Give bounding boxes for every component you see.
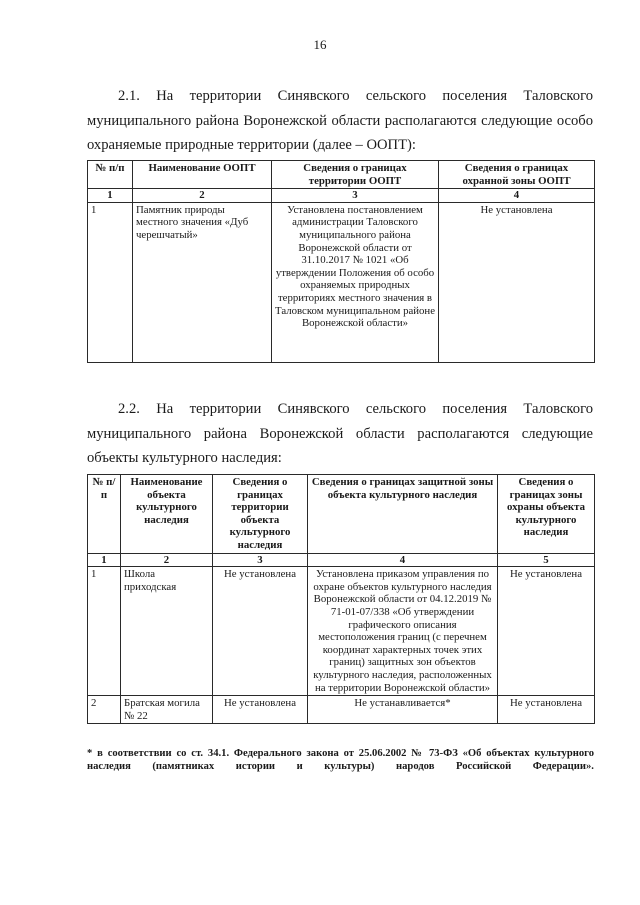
heritage-zone: Не установлена (498, 567, 595, 696)
oopt-header-name: Наименование ООПТ (133, 161, 272, 189)
heritage-territory: Не установлена (213, 567, 308, 696)
section-2-1-text: На территории Синявского сельского поселения Таловского муниципального района Воронежской области располагаются следующие особо охраняемые природные территории (далее – ООПТ): (87, 88, 593, 153)
footnote-word: (памятниках (152, 761, 215, 772)
page-number: 16 (313, 37, 327, 52)
oopt-table-header-row (88, 161, 595, 189)
column-number: 1 (88, 553, 121, 567)
section-2-1-number: 2.1. (118, 88, 140, 104)
heritage-territory: Не установлена (213, 696, 308, 724)
oopt-table-column-numbers (88, 189, 595, 203)
oopt-header-number: № п/п (88, 161, 133, 189)
heritage-protective-zone: Не устанавливается* (308, 696, 498, 724)
column-number: 4 (308, 553, 498, 567)
footnote-word: истории (235, 761, 276, 772)
oopt-table (87, 160, 595, 363)
heritage-header-name: Наименование объекта культурного наследия (121, 475, 213, 554)
column-number: 3 (272, 189, 439, 203)
footnote-word: культуры) (324, 761, 375, 772)
footnote-word: Российской (456, 761, 512, 772)
footnote-word: народов (396, 761, 435, 772)
row-number: 1 (88, 202, 133, 362)
section-2-2-text: На территории Синявского сельского поселения Таловского муниципального района Воронежской области располагаются следующие объекты культурного наследия: (87, 401, 593, 466)
heritage-name: Школа приходская (121, 567, 213, 696)
table-row (88, 567, 595, 696)
section-2-2-paragraph (87, 397, 593, 471)
heritage-table (87, 474, 595, 724)
table-row (88, 202, 595, 362)
table-row (88, 696, 595, 724)
column-number: 4 (439, 189, 595, 203)
section-2-2-number: 2.2. (118, 401, 140, 417)
footnote-line-1: * в соответствии со ст. 34.1. Федерального закона от 25.06.2002 № 73-ФЗ «Об объектах культурного (87, 748, 594, 759)
heritage-name: Братская могила № 22 (121, 696, 213, 724)
oopt-header-territory: Сведения о границах территории ООПТ (272, 161, 439, 189)
heritage-header-number: № п/п (88, 475, 121, 554)
column-number: 2 (121, 553, 213, 567)
heritage-table-header-row (88, 475, 595, 554)
row-number: 1 (88, 567, 121, 696)
oopt-header-zone: Сведения о границах охранной зоны ООПТ (439, 161, 595, 189)
row-number: 2 (88, 696, 121, 724)
oopt-territory: Установлена постановлением администрации Таловского муниципального района Воронежской области от 31.10.2017 № 1021 «Об утверждении Положения об особо охраняемых природных территориях местного значения в Таловском муниципальном районе Воронежской области» (272, 202, 439, 362)
oopt-name: Памятник природы местного значения «Дуб черешчатый» (133, 202, 272, 362)
heritage-table-column-numbers (88, 553, 595, 567)
heritage-protective-zone: Установлена приказом управления по охране объектов культурного наследия Воронежской области от 04.12.2019 № 71-01-07/338 «Об утверждении графического описания местоположения границ (с перечнем координат характерных точек этих границ) защитных зон объектов культурного наследия, расположенных на территории Воронежской области» (308, 567, 498, 696)
heritage-header-protective: Сведения о границах защитной зоны объекта культурного наследия (308, 475, 498, 554)
column-number: 3 (213, 553, 308, 567)
footnote-word: Федерации». (532, 761, 594, 772)
heritage-zone: Не установлена (498, 696, 595, 724)
oopt-zone: Не установлена (439, 202, 595, 362)
column-number: 5 (498, 553, 595, 567)
column-number: 2 (133, 189, 272, 203)
footnote-word: и (296, 761, 303, 772)
section-2-1-paragraph (87, 84, 593, 158)
heritage-header-zone: Сведения о границах зоны охраны объекта культурного наследия (498, 475, 595, 554)
footnote-line-2 (87, 761, 594, 774)
footnote-word: наследия (87, 761, 131, 772)
column-number: 1 (88, 189, 133, 203)
heritage-header-territory: Сведения о границах территории объекта культурного наследия (213, 475, 308, 554)
